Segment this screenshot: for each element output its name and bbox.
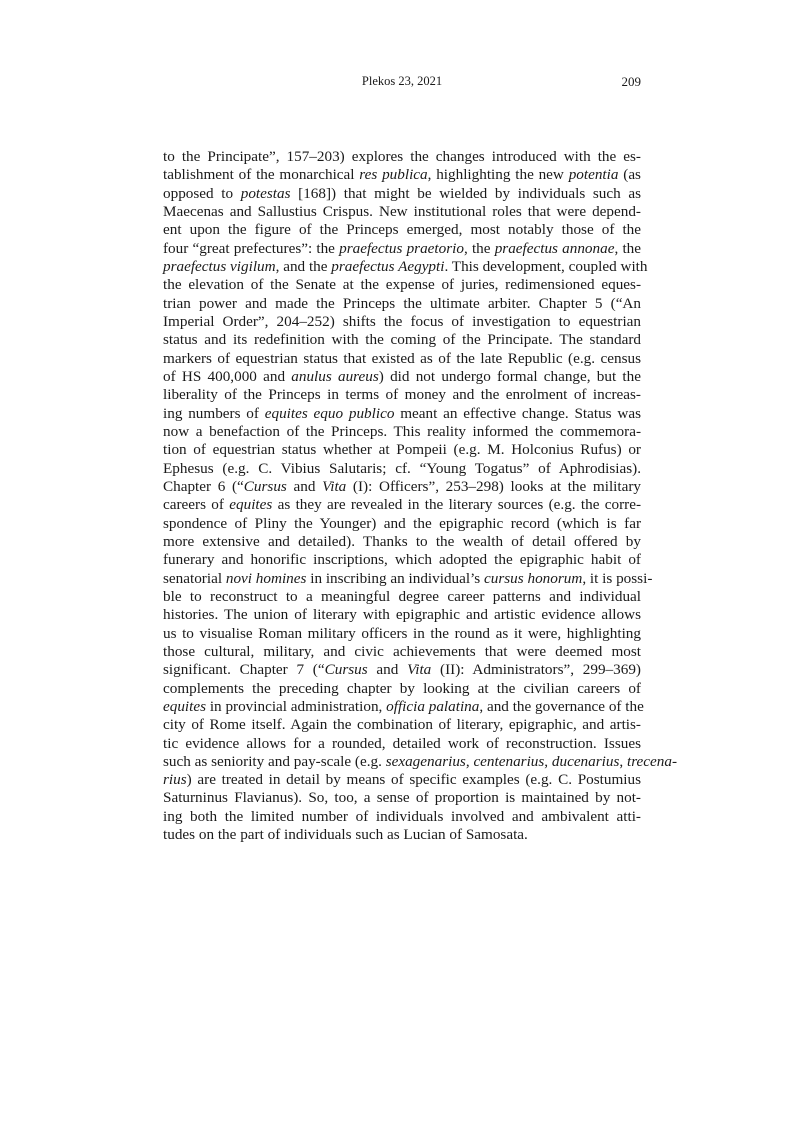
body-paragraph (163, 148, 678, 844)
text-line (163, 680, 641, 698)
text-run: four “great prefectures”: the (163, 239, 340, 257)
italic-term: novi homines (225, 569, 307, 587)
text-run: in provincial administration, (206, 697, 387, 715)
text-run: ) are treated in detail by means of specific examples (e.g. C. Postumius (186, 771, 641, 789)
italic-term: potentia (568, 166, 619, 184)
text-run: careers of (163, 496, 230, 514)
text-run: tic evidence allows for a rounded, detailed work of reconstruction. Issues (163, 734, 641, 752)
text-run: such as seniority and pay-scale (e.g. (163, 752, 386, 770)
text-run: liberality of the Princeps in terms of money and the enrolment of increas- (163, 386, 641, 404)
text-line (163, 808, 641, 826)
text-run: tion of equestrian status whether at Pompeii (e.g. M. Holconius Rufus) or (163, 441, 641, 459)
page-number: 209 (621, 74, 641, 89)
text-line (163, 441, 641, 459)
text-run: , highlighting the new (427, 166, 569, 184)
italic-term: praefectus praetorio (339, 239, 464, 257)
text-run: those cultural, military, and civic achievements that were deemed most (163, 642, 641, 660)
text-line (163, 515, 641, 533)
text-line (163, 569, 653, 588)
text-line (163, 826, 641, 844)
text-run: (I): Officers”, 253–298) looks at the military (346, 477, 641, 495)
italic-term: sexagenarius (385, 752, 466, 770)
text-line (163, 331, 641, 349)
text-run: , it is possi- (582, 569, 653, 587)
italic-term: anulus aureus (291, 367, 379, 385)
italic-term: officia palatina (386, 697, 480, 715)
text-run: us to visualise Roman military officers in the round as it were, highlighting (163, 624, 641, 642)
text-run: funerary and honorific inscriptions, which adopted the epigraphic habit of (163, 551, 641, 569)
text-run: ing both the limited number of individuals involved and ambivalent atti- (163, 807, 641, 825)
text-run: , the (463, 239, 495, 257)
text-run: more extensive and detailed). Thanks to the wealth of detail offered by (163, 532, 641, 550)
text-run: tablishment of the monarchical (163, 166, 360, 184)
text-run: markers of equestrian status that existed as of the late Republic (e.g. census (163, 349, 641, 367)
text-line (163, 313, 641, 331)
text-line (163, 533, 641, 551)
journal-citation: Plekos 23, 2021 (361, 74, 443, 88)
text-run: Ephesus (e.g. C. Vibius Salutaris; cf. “Young Togatus” of Aphrodisias). (163, 459, 641, 477)
italic-term: equites (229, 496, 273, 514)
text-run: city of Rome itself. Again the combination of literary, epigraphic, and artis- (163, 716, 641, 734)
running-header (163, 74, 641, 92)
text-line (163, 478, 641, 496)
text-line (163, 735, 641, 753)
text-run: Saturninus Flavianus). So, too, a sense of proportion is maintained by not- (163, 789, 641, 807)
text-run: the elevation of the Senate at the expense of juries, redimensioned eques- (163, 276, 641, 294)
text-run: (II): Administrators”, 299–369) (431, 661, 641, 679)
text-run: complements the preceding chapter by looking at the civilian careers of (163, 679, 641, 697)
italic-term: equites (163, 697, 207, 715)
text-run: as they are revealed in the literary sources (e.g. the corre- (272, 496, 642, 514)
text-line (163, 588, 641, 606)
text-line (163, 386, 641, 404)
text-run: now a benefaction of the Princeps. This reality informed the commemora- (163, 422, 641, 440)
text-run: ble to reconstruct to a meaningful degree career patterns and individual (163, 587, 641, 605)
italic-term: Cursus (243, 477, 287, 495)
text-line (163, 148, 641, 166)
text-line (163, 771, 641, 789)
text-line (163, 789, 641, 807)
italic-term: centenarius (473, 752, 545, 770)
italic-term: praefectus annonae (494, 239, 615, 257)
italic-term: cursus honorum (484, 569, 583, 587)
text-line (163, 551, 641, 569)
text-run: [168]) that might be wielded by individuals such as (290, 184, 641, 202)
text-run: , and the (275, 257, 332, 275)
text-run: to the Principate”, 157–203) explores the changes introduced with the es- (163, 148, 641, 165)
text-run: status and its redefinition with the coming of the Principate. The standard (163, 331, 641, 349)
text-run: opposed to (163, 184, 241, 202)
text-line (163, 643, 641, 661)
text-run: ) did not undergo formal change, but the (378, 367, 641, 385)
text-run: senatorial (163, 569, 226, 587)
text-line (163, 368, 641, 386)
text-line (163, 295, 641, 313)
text-line (163, 276, 641, 294)
text-run: (as (618, 166, 641, 184)
text-line (163, 606, 641, 624)
text-run: and (286, 477, 323, 495)
italic-term: rius (163, 771, 187, 789)
text-line (163, 257, 648, 276)
text-line (163, 625, 641, 643)
text-line (163, 716, 641, 734)
text-line (163, 405, 641, 423)
italic-term: praefectus vigilum (163, 257, 276, 275)
text-run: meant an effective change. Status was (394, 404, 641, 422)
text-line (163, 661, 641, 679)
text-run: ing numbers of (163, 404, 265, 422)
text-run: in inscribing an individual’s (306, 569, 485, 587)
italic-term: potestas (240, 184, 291, 202)
text-run: histories. The union of literary with epigraphic and artistic evidence allows (163, 606, 641, 624)
text-run: . This development, coupled with (444, 257, 648, 275)
italic-term: ducenarius (551, 752, 620, 770)
text-run: Chapter 6 (“ (163, 477, 244, 495)
italic-term: Vita (322, 477, 347, 495)
text-run: Maecenas and Sallustius Crispus. New institutional roles that were depend- (163, 202, 641, 220)
text-line (163, 240, 641, 258)
italic-term: Vita (407, 661, 432, 679)
text-run: , (465, 752, 474, 770)
italic-term: equites equo publico (264, 404, 395, 422)
text-run: , (619, 752, 627, 770)
text-run: and (367, 661, 408, 679)
text-run: , the (614, 239, 641, 257)
text-line (163, 423, 641, 441)
text-run: trian power and made the Princeps the ultimate arbiter. Chapter 5 (“An (163, 294, 641, 312)
italic-term: Cursus (324, 661, 368, 679)
text-line (163, 350, 641, 368)
text-run: significant. Chapter 7 (“ (163, 661, 325, 679)
italic-term: res publica (359, 166, 428, 184)
text-run: of HS 400,000 and (163, 367, 292, 385)
text-line (163, 697, 644, 716)
text-run: Imperial Order”, 204–252) shifts the focus of investigation to equestrian (163, 312, 641, 330)
text-line (163, 203, 641, 221)
text-run: ent upon the figure of the Princeps emerged, most notably those of the (163, 221, 641, 239)
text-line (163, 496, 641, 514)
text-run: tudes on the part of individuals such as Lucian of Samosata. (163, 826, 528, 844)
italic-term: trecena- (626, 752, 678, 770)
text-line (163, 752, 678, 771)
text-run: spondence of Pliny the Younger) and the epigraphic record (which is far (163, 514, 641, 532)
text-line (163, 221, 641, 239)
italic-term: praefectus Aegypti (331, 257, 445, 275)
text-run: , and the governance of the (479, 697, 644, 715)
text-line (163, 460, 641, 478)
text-line (163, 185, 641, 203)
text-run: , (544, 752, 552, 770)
text-line (163, 166, 641, 184)
